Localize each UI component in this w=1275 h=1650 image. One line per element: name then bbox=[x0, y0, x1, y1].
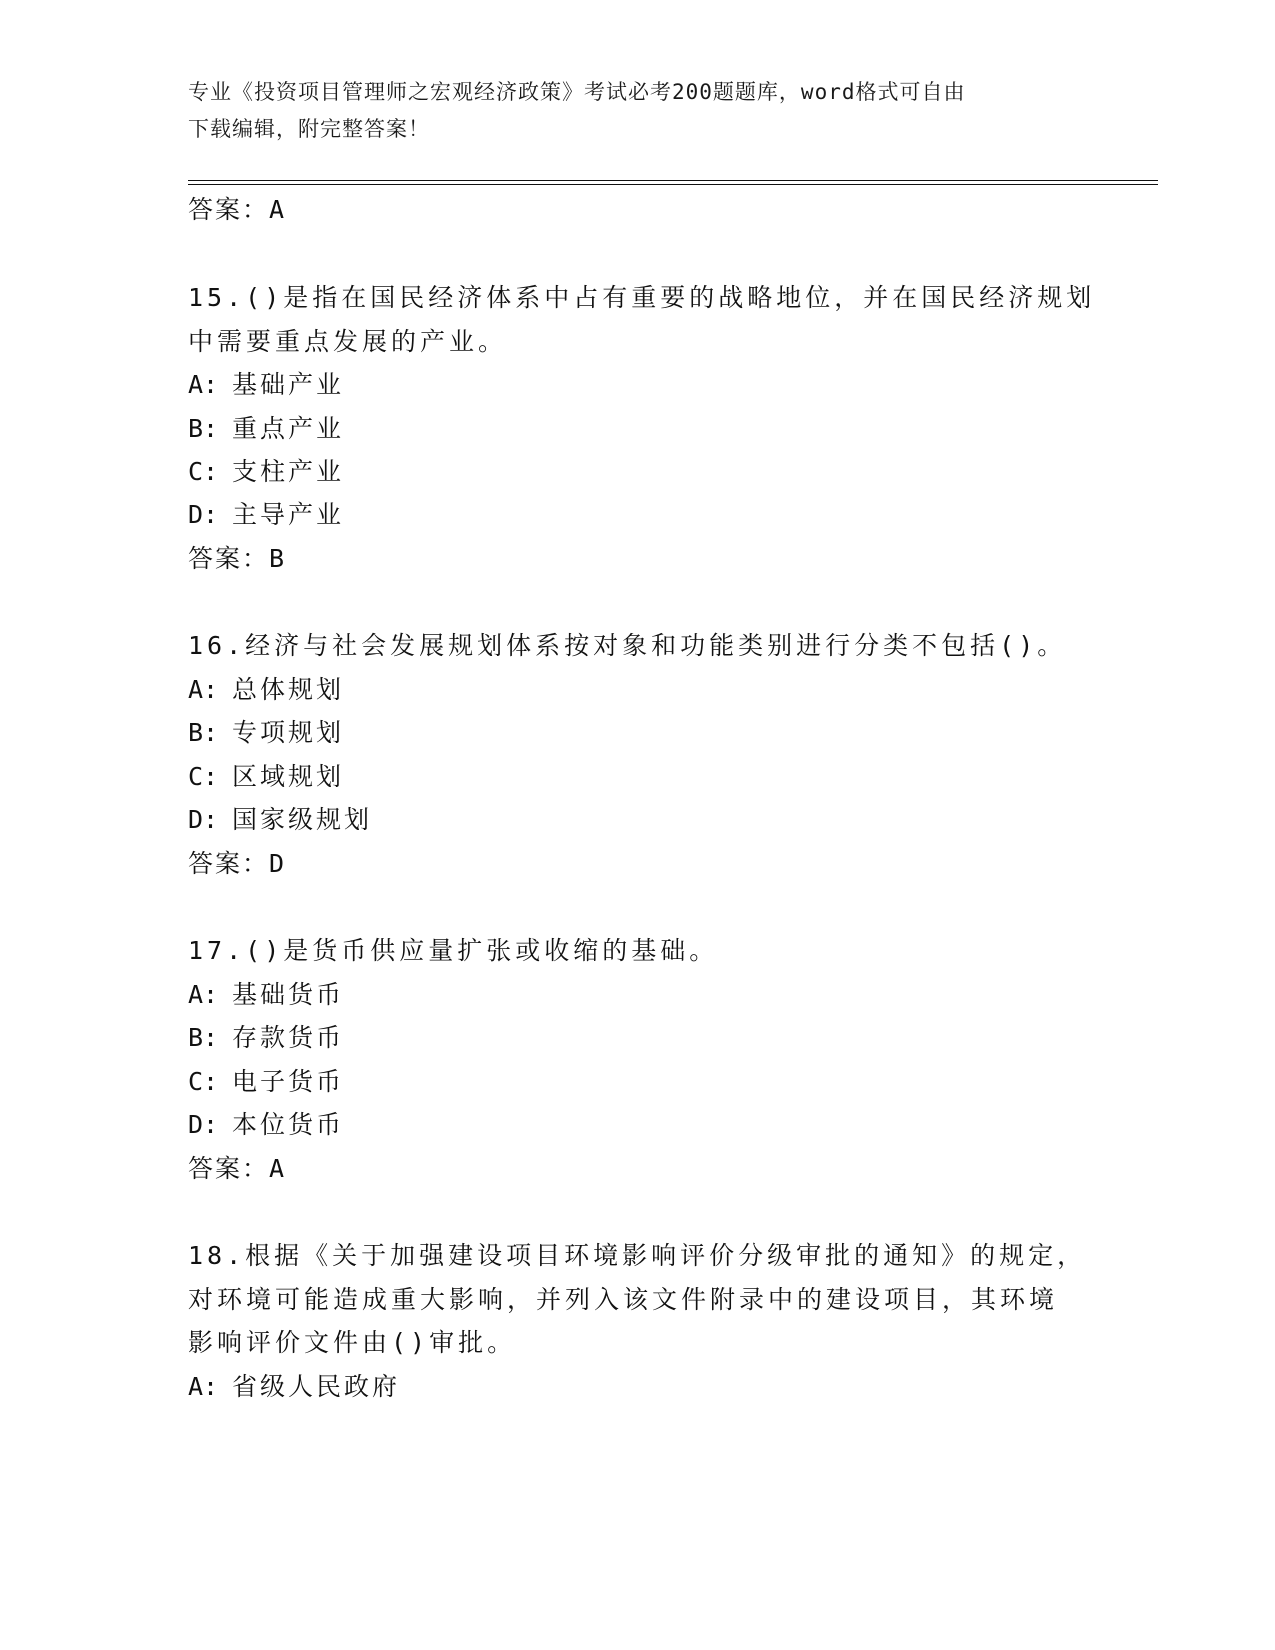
question-15-option-d bbox=[188, 495, 344, 531]
option-label: D: bbox=[188, 500, 219, 529]
option-label: D: bbox=[188, 805, 219, 834]
option-label: C: bbox=[188, 1067, 219, 1096]
option-text: 总体规划 bbox=[232, 675, 345, 704]
option-label: B: bbox=[188, 718, 219, 747]
question-15-option-a bbox=[188, 365, 344, 401]
question-16-option-a bbox=[188, 670, 344, 706]
answer-line: 答案：A bbox=[188, 195, 287, 224]
question-16-option-d bbox=[188, 800, 372, 836]
option-text: 基础货币 bbox=[232, 980, 345, 1009]
question-17-answer: 答案：A bbox=[188, 1154, 287, 1183]
option-text: 国家级规划 bbox=[232, 805, 373, 834]
option-text: 电子货币 bbox=[232, 1067, 345, 1096]
option-label: A: bbox=[188, 980, 219, 1009]
header-line-1: 专业《投资项目管理师之宏观经济政策》考试必考200题题库，word格式可自由 bbox=[188, 80, 966, 104]
option-label: B: bbox=[188, 414, 219, 443]
option-label: A: bbox=[188, 370, 219, 399]
question-15-option-c bbox=[188, 452, 344, 488]
option-text: 区域规划 bbox=[232, 762, 345, 791]
question-15-stem-line-2: 中需要重点发展的产业。 bbox=[188, 327, 508, 356]
question-16-stem-line-1: 16.经济与社会发展规划体系按对象和功能类别进行分类不包括()。 bbox=[188, 631, 1067, 660]
question-17-option-c bbox=[188, 1062, 344, 1098]
option-text: 专项规划 bbox=[232, 718, 345, 747]
header-divider-top bbox=[188, 180, 1158, 181]
question-16-option-c bbox=[188, 757, 344, 793]
question-18-stem-line-1: 18.根据《关于加强建设项目环境影响评价分级审批的通知》的规定， bbox=[188, 1241, 1087, 1270]
document-header bbox=[188, 74, 1068, 148]
option-text: 基础产业 bbox=[232, 370, 345, 399]
question-18-stem-line-3: 影响评价文件由()审批。 bbox=[188, 1328, 517, 1357]
option-label: D: bbox=[188, 1110, 219, 1139]
question-18-stem-line-2: 对环境可能造成重大影响，并列入该文件附录中的建设项目，其环境 bbox=[188, 1285, 1059, 1314]
option-text: 重点产业 bbox=[232, 414, 345, 443]
option-label: A: bbox=[188, 1372, 219, 1401]
question-16-option-b bbox=[188, 713, 344, 749]
header-line-2: 下载编辑，附完整答案！ bbox=[188, 117, 430, 141]
option-text: 存款货币 bbox=[232, 1023, 345, 1052]
question-15-answer: 答案：B bbox=[188, 544, 287, 573]
option-label: C: bbox=[188, 762, 219, 791]
option-text: 省级人民政府 bbox=[232, 1372, 401, 1401]
option-label: C: bbox=[188, 457, 219, 486]
question-16-answer: 答案：D bbox=[188, 849, 287, 878]
option-label: B: bbox=[188, 1023, 219, 1052]
option-text: 主导产业 bbox=[232, 500, 345, 529]
question-17-option-a bbox=[188, 975, 344, 1011]
option-text: 支柱产业 bbox=[232, 457, 345, 486]
question-15-stem-line-1: 15.()是指在国民经济体系中占有重要的战略地位，并在国民经济规划 bbox=[188, 283, 1096, 312]
header-divider-bottom bbox=[188, 184, 1158, 185]
question-17-stem-line-1: 17.()是货币供应量扩张或收缩的基础。 bbox=[188, 936, 719, 965]
option-text: 本位货币 bbox=[232, 1110, 345, 1139]
question-15-option-b bbox=[188, 409, 344, 445]
question-18-option-a bbox=[188, 1367, 400, 1403]
question-17-option-b bbox=[188, 1018, 344, 1054]
option-label: A: bbox=[188, 675, 219, 704]
question-17-option-d bbox=[188, 1105, 344, 1141]
